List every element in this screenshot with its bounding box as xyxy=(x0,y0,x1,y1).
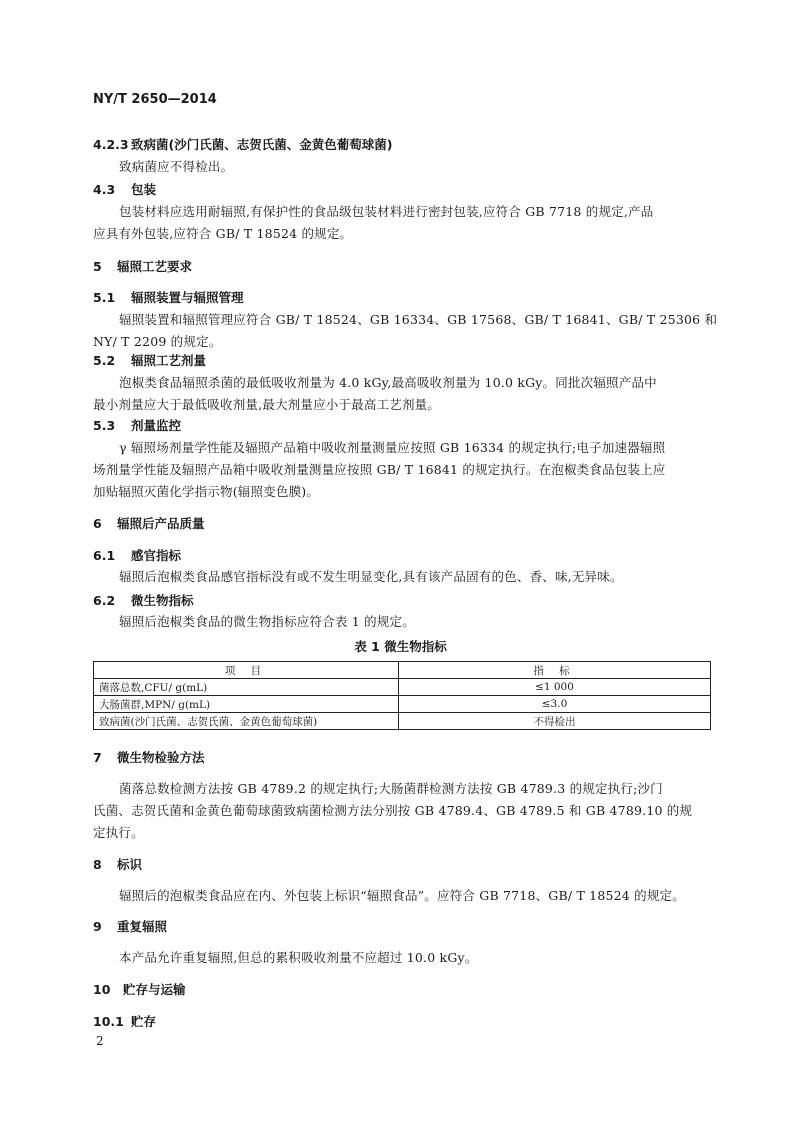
paragraph-line: 泡椒类食品辐照杀菌的最低吸收剂量为 4.0 kGy,最高吸收剂量为 10.0 kGy。同批次辐照产品中 xyxy=(119,375,657,390)
section-5-2-heading xyxy=(93,351,206,369)
section-8-heading xyxy=(93,855,142,873)
paragraph: 辐照后的泡椒类食品应在内、外包装上标识“辐照食品”。应符合 GB 7718、GB/ T 18524 的规定。 xyxy=(119,888,685,903)
section-title: 微生物检验方法 xyxy=(117,750,205,765)
table-row xyxy=(94,679,711,696)
section-title: 辐照后产品质量 xyxy=(117,516,205,531)
table-cell-value: ≤3.0 xyxy=(399,696,711,713)
section-10-1-heading xyxy=(93,1012,156,1030)
section-6-2-heading xyxy=(93,591,194,609)
section-number: 4.3 xyxy=(93,182,116,197)
table-cell-value: 不得检出 xyxy=(399,713,711,730)
paragraph-line: 加贴辐照灭菌化学指示物(辐照变色膜)。 xyxy=(93,484,320,499)
paragraph-line: 场剂量学性能及辐照产品箱中吸收剂量测量应按照 GB/ T 16841 的规定执行。在泡椒类食品包装上应 xyxy=(93,462,666,477)
section-6-1-heading xyxy=(93,546,181,564)
table-cell-item: 大肠菌群,MPN/ g(mL) xyxy=(94,696,399,713)
paragraph-line: NY/ T 2209 的规定。 xyxy=(93,334,222,349)
section-9-heading xyxy=(93,917,167,935)
section-number: 8 xyxy=(93,857,102,872)
microbial-index-table xyxy=(93,661,711,730)
paragraph-line: 菌落总数检测方法按 GB 4789.2 的规定执行;大肠菌群检测方法按 GB 4789.3 的规定执行;沙门 xyxy=(119,781,663,796)
section-title: 致病菌(沙门氏菌、志贺氏菌、金黄色葡萄球菌) xyxy=(131,137,393,152)
paragraph: 辐照后泡椒类食品感官指标没有或不发生明显变化,具有该产品固有的色、香、味,无异味。 xyxy=(119,569,623,584)
paragraph: 致病菌应不得检出。 xyxy=(119,159,234,174)
section-title: 辐照装置与辐照管理 xyxy=(131,290,244,305)
section-title: 感官指标 xyxy=(131,548,182,563)
section-5-1-heading xyxy=(93,288,244,306)
section-number: 7 xyxy=(93,750,102,765)
paragraph-line: 氏菌、志贺氏菌和金黄色葡萄球菌致病菌检测方法分别按 GB 4789.4、GB 4789.5 和 GB 4789.10 的规 xyxy=(93,803,693,818)
section-number: 6.1 xyxy=(93,548,116,563)
section-6-heading xyxy=(93,514,205,532)
section-number: 9 xyxy=(93,919,102,934)
section-title: 包装 xyxy=(131,182,157,197)
section-10-heading xyxy=(93,980,186,998)
paragraph-line: 辐照装置和辐照管理应符合 GB/ T 18524、GB 16334、GB 17568、GB/ T 16841、GB/ T 25306 和 xyxy=(119,312,718,327)
table-cell-item: 菌落总数,CFU/ g(mL) xyxy=(94,679,399,696)
section-4-3-heading xyxy=(93,180,156,198)
section-number: 6 xyxy=(93,516,102,531)
section-4-2-3-heading xyxy=(93,135,392,153)
section-number: 10 xyxy=(93,982,111,997)
paragraph-line: 应具有外包装,应符合 GB/ T 18524 的规定。 xyxy=(93,226,353,241)
section-title: 标识 xyxy=(117,857,143,872)
section-number: 5.3 xyxy=(93,418,116,433)
paragraph-line: 包装材料应选用耐辐照,有保护性的食品级包装材料进行密封包装,应符合 GB 7718 的规定,产品 xyxy=(119,204,654,219)
page-number: 2 xyxy=(96,1034,104,1048)
paragraph-line: 定执行。 xyxy=(93,825,144,840)
section-number: 6.2 xyxy=(93,593,116,608)
table-row xyxy=(94,713,711,730)
standard-code-header: NY/T 2650—2014 xyxy=(93,92,217,107)
paragraph-line: 最小剂量应大于最低吸收剂量,最大剂量应小于最高工艺剂量。 xyxy=(93,397,441,412)
section-title: 重复辐照 xyxy=(117,919,168,934)
section-number: 5.1 xyxy=(93,290,116,305)
table-header-row xyxy=(94,662,711,679)
table-row xyxy=(94,696,711,713)
section-title: 微生物指标 xyxy=(131,593,194,608)
section-7-heading xyxy=(93,748,205,766)
paragraph: 本产品允许重复辐照,但总的累积吸收剂量不应超过 10.0 kGy。 xyxy=(119,950,478,965)
section-number: 4.2.3 xyxy=(93,137,129,152)
table-cell-value: ≤1 000 xyxy=(399,679,711,696)
section-number: 5 xyxy=(93,259,102,274)
column-header-item: 项 目 xyxy=(94,662,399,679)
section-number: 5.2 xyxy=(93,353,116,368)
column-header-index: 指 标 xyxy=(399,662,711,679)
section-title: 剂量监控 xyxy=(131,418,182,433)
section-title: 贮存与运输 xyxy=(123,982,186,997)
section-title: 辐照工艺剂量 xyxy=(131,353,207,368)
paragraph: 辐照后泡椒类食品的微生物指标应符合表 1 的规定。 xyxy=(119,614,415,629)
section-title: 贮存 xyxy=(131,1014,157,1029)
section-5-heading xyxy=(93,257,192,275)
paragraph-line: γ 辐照场剂量学性能及辐照产品箱中吸收剂量测量应按照 GB 16334 的规定执行;电子加速器辐照 xyxy=(119,440,666,455)
table-cell-item: 致病菌(沙门氏菌、志贺氏菌、金黄色葡萄球菌) xyxy=(94,713,399,730)
section-number: 10.1 xyxy=(93,1014,124,1029)
section-5-3-heading xyxy=(93,416,181,434)
table-caption: 表 1 微生物指标 xyxy=(354,639,447,654)
section-title: 辐照工艺要求 xyxy=(117,259,193,274)
